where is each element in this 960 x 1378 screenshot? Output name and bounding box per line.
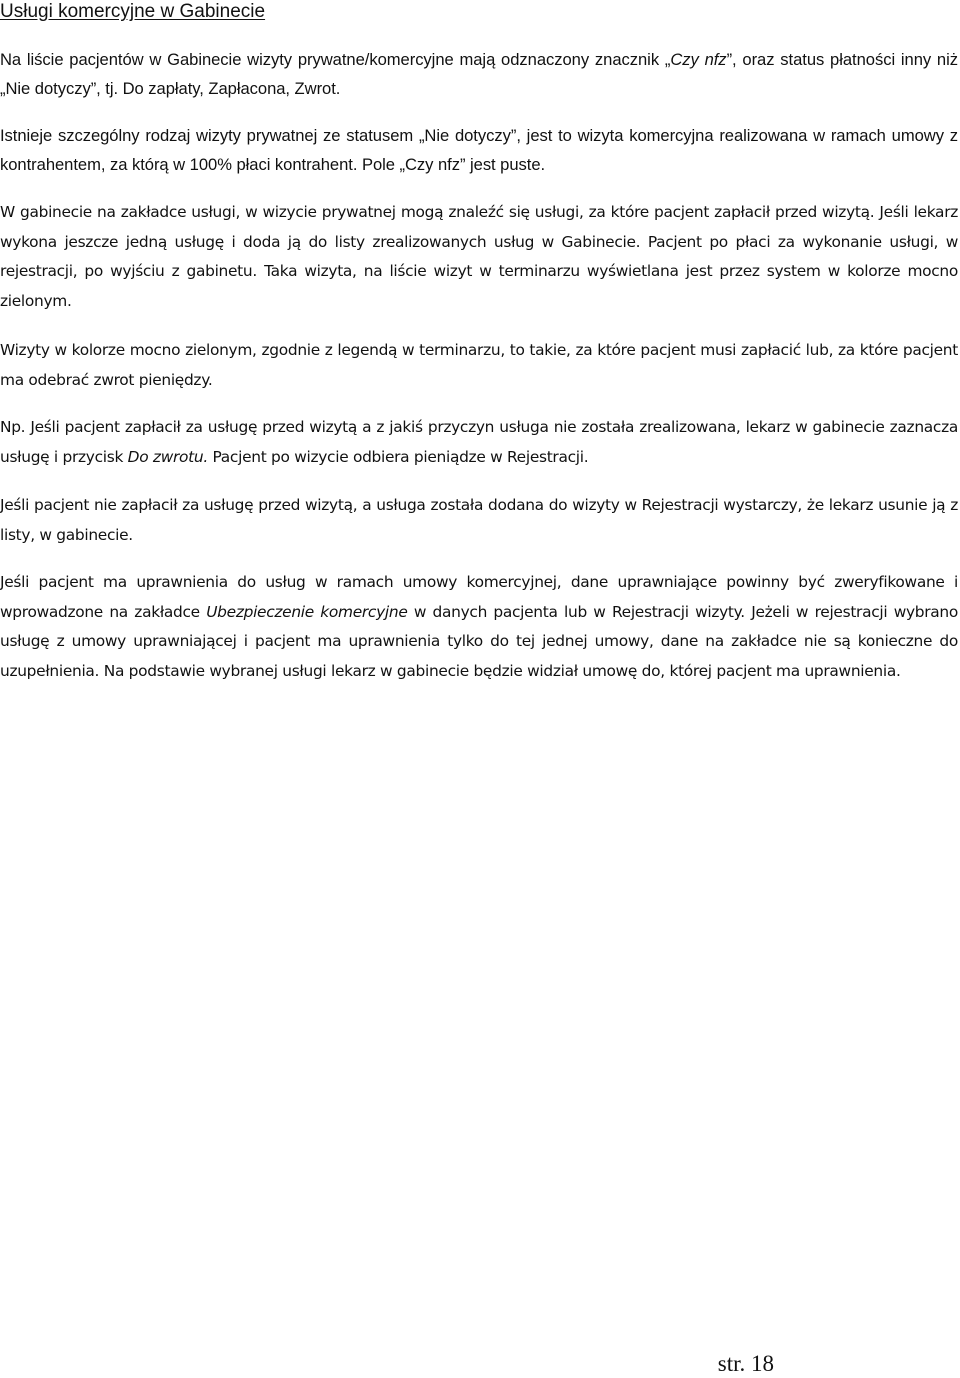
paragraph-2: Istnieje szczególny rodzaj wizyty prywatnej ze statusem „Nie dotyczy”, jest to wizyta komercyjna realizowana w ramach umowy z kontrahentem, za którą w 100% płaci kontrahent. Pole „Czy nfz” jest puste.: [0, 126, 958, 174]
paragraph-5-emphasis: Do zwrotu.: [127, 447, 208, 466]
paragraph-5-text-2: Pacjent po wizycie odbiera pieniądze w Rejestracji.: [207, 447, 589, 466]
paragraph-3: W gabinecie na zakładce usługi, w wizycie prywatnej mogą znaleźć się usługi, za które pacjent zapłacił przed wizytą. Jeśli lekarz wykona jeszcze jedną usługę i doda ją do listy zrealizowanych usług w Gabinecie. Pacjent po płaci za wykonanie usługi, w rejestracji, po wyjściu z gabinetu. Taka wizyta, na liście wizyt w terminarzu wyświetlana jest przez system w kolorze mocno zielonym.: [0, 203, 958, 310]
paragraph-6: Jeśli pacjent nie zapłacił za usługę przed wizytą, a usługa została dodana do wizyty w Rejestracji wystarczy, że lekarz usunie ją z listy, w gabinecie.: [0, 496, 958, 544]
paragraph-1-text: Na liście pacjentów w Gabinecie wizyty prywatne/komercyjne mają odznaczony znacznik „: [0, 50, 671, 69]
paragraph-7: [0, 568, 958, 686]
page-number: str. 18: [717, 1351, 774, 1376]
paragraph-1-emphasis: Czy nfz: [670, 50, 727, 69]
paragraph-5-text: Np. Jeśli pacjent zapłacił za usługę przed wizytą a z jakiś przyczyn usługa nie została zrealizowana, lekarz w gabinecie zaznacza usługę i przycisk: [0, 418, 958, 466]
paragraph-1: [0, 45, 958, 103]
paragraph-1-text-2: ”, oraz status płatności inny niż „Nie dotyczy”, tj. Do zapłaty, Zapłacona, Zwrot.: [0, 50, 958, 98]
paragraph-5: [0, 413, 958, 472]
paragraph-7-text: Jeśli pacjent ma uprawnienia do usług w ramach umowy komercyjnej, dane uprawniające powinny być zweryfikowane i wprowadzone na zakładce: [0, 573, 958, 621]
paragraph-4: Wizyty w kolorze mocno zielonym, zgodnie z legendą w terminarzu, to takie, za które pacjent musi zapłacić lub, za które pacjent ma odebrać zwrot pieniędzy.: [0, 341, 958, 389]
paragraph-7-emphasis: Ubezpieczenie komercyjne: [206, 602, 408, 621]
paragraph-7-text-2: w danych pacjenta lub w Rejestracji wizyty. Jeżeli w rejestracji wybrano usługę z umowy uprawniającej i pacjent ma uprawnienia tylko do tej jednej umowy, dane na zakładce nie są konieczne do uzupełnienia. Na podstawie wybranej usługi lekarz w gabinecie będzie widział umowę do, której pacjent ma uprawnienia.: [0, 602, 958, 680]
section-heading: Usługi komercyjne w Gabinecie: [0, 1, 266, 22]
